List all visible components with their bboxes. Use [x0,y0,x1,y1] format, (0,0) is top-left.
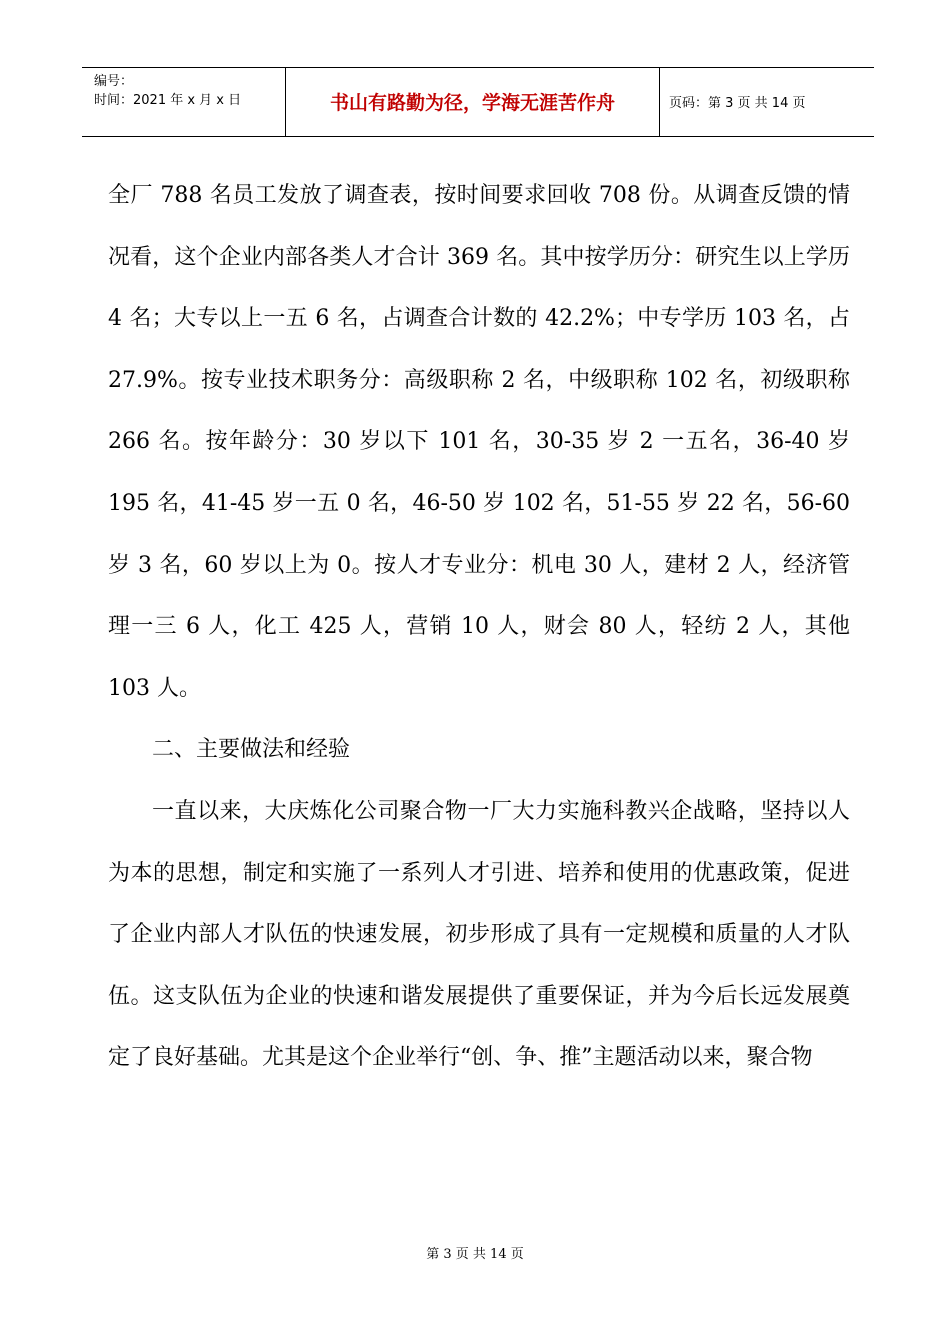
header-page-info: 页码：第 3 页 共 14 页 [669,96,806,111]
page-footer: 第 3 页 共 14 页 [426,1247,524,1262]
body-paragraph-practices: 一直以来，大庆炼化公司聚合物一厂大力实施科教兴企战略，坚持以人为本的思想，制定和实施了一系列人才引进、培养和使用的优惠政策，促进了企业内部人才队伍的快速发展，初步形成了具有一定规模和质量的人才队伍。这支队伍为企业的快速和谐发展提供了重要保证，并为今后长远发展奠定了良好基础。尤其是这个企业举行“创、争、推”主题活动以来，聚合物 [108,798,850,1071]
header-motto: 书山有路勤为径，学海无涯苦作舟 [329,92,615,114]
header-meta [94,72,241,110]
header-divider-right [659,68,660,136]
header-date-label: 时间：2021 年 x 月 x 日 [94,93,242,108]
document-body [108,165,850,1089]
body-paragraph-survey: 全厂 788 名员工发放了调查表，按时间要求回收 708 份。从调查反馈的情况看，这个企业内部各类人才合计 369 名。其中按学历分：研究生以上学历 4 名；大专以上一五 6 名，占调查合计数的 42.2%；中专学历 103 名，占 27.9%。按专业技术职务分：高级职称 2 名，中级职称 102 名，初级职称 266 名。按年龄分：30 岁以下 101 名，30-35 岁 2 一五名，36-40 岁 195 名，41-45 岁一五 0 名，46-50 岁 102 名，51-55 岁 22 名，56-60 岁 3 名，60 岁以上为 0。按人才专业分：机电 30 人，建材 2 人，经济管理一三 6 人，化工 425 人，营销 10 人，财会 80 人，轻纺 2 人，其他 103 人。 [108,183,850,701]
page-header [82,67,874,137]
section-heading: 二、主要做法和经验 [152,737,351,763]
header-number-label: 编号： [94,74,134,89]
